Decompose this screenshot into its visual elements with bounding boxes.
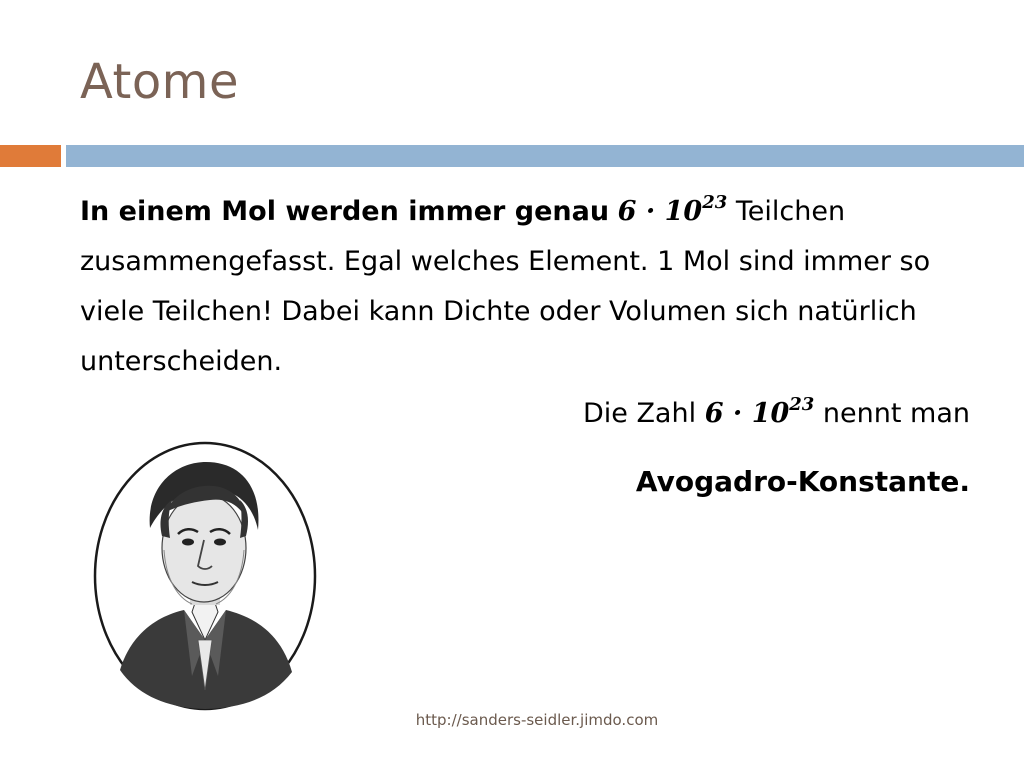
accent-bar	[0, 145, 61, 167]
zahl-prefix: Die Zahl	[582, 398, 697, 429]
avogadro-number-math-2	[704, 394, 815, 429]
intro-bold-text: In einem Mol werden immer genau	[80, 196, 610, 227]
zahl-sentence	[370, 395, 970, 433]
footer-url: http://sanders-seidler.jimdo.com	[415, 711, 659, 729]
intro-rest-text: Teilchen zusammengefasst. Egal welches Element. 1 Mol sind immer so viele Teilchen! Dabei kann Dichte oder Volumen sich natürlich unterscheiden.	[80, 196, 931, 377]
avogadro-konstante-label: Avogadro-Konstante.	[635, 465, 970, 498]
slide-title: Atome	[80, 54, 239, 110]
avogadro-number-math	[617, 192, 728, 227]
avogadro-portrait-icon	[92, 440, 318, 712]
body-paragraph	[80, 187, 960, 387]
title-underline-bar	[66, 145, 1024, 167]
math-base-2: 6 · 10	[704, 398, 790, 429]
math-exponent: 23	[702, 192, 728, 213]
zahl-suffix: nennt man	[822, 398, 970, 429]
math-exponent-2: 23	[789, 394, 815, 415]
math-base: 6 · 10	[617, 196, 703, 227]
